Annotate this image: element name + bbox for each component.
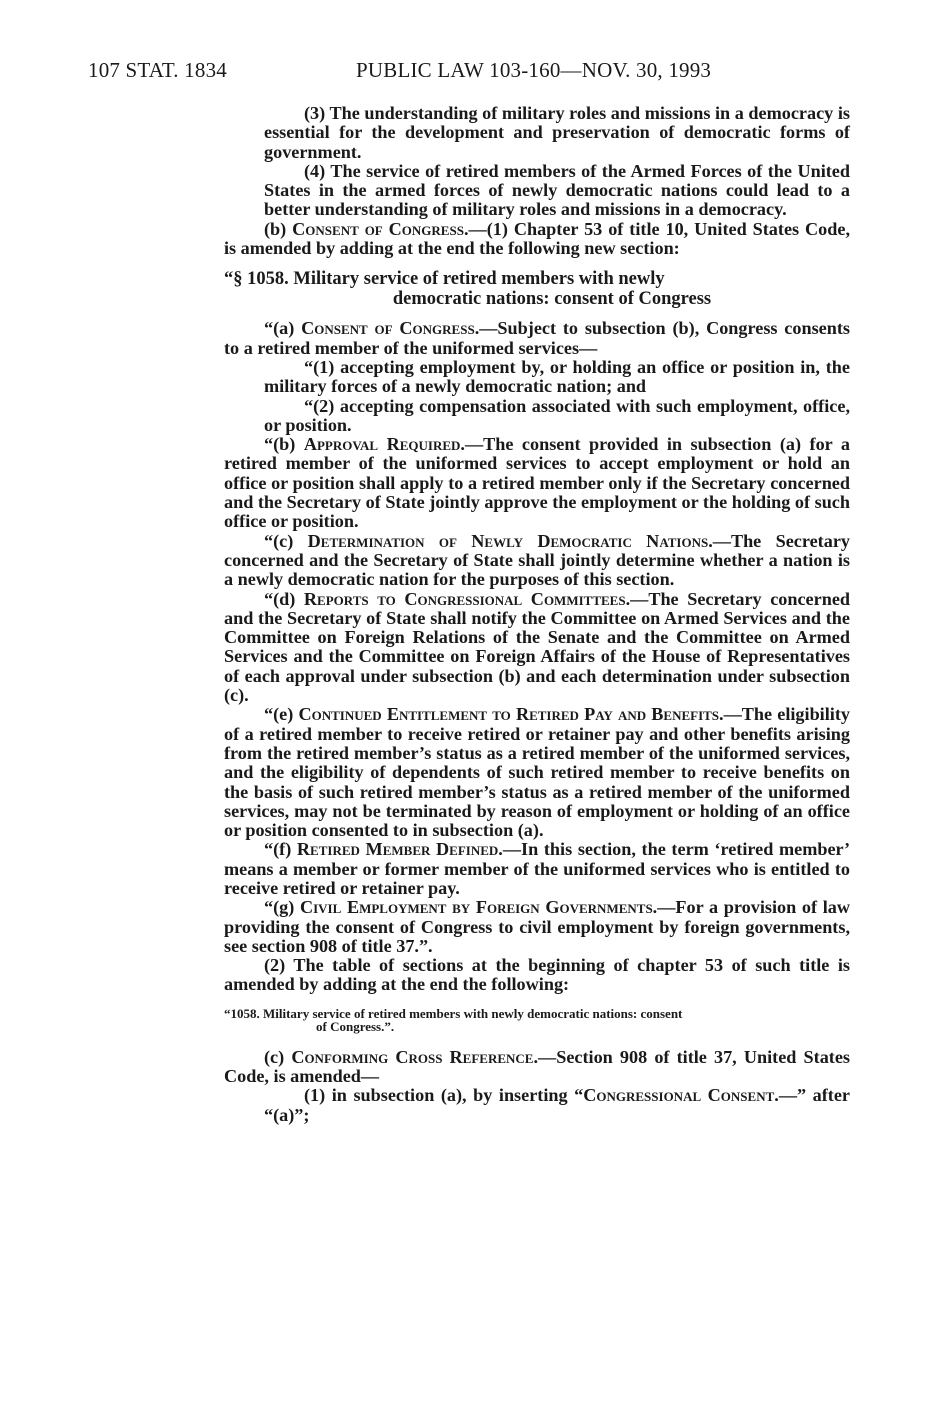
clause-a-1: “(1) accepting employment by, or holding an office or position in, the military forces of a newly democratic nation; and: [264, 356, 850, 397]
paragraph-table-amendment: (2) The table of sections at the beginning of chapter 53 of such title is amended by adding at the end the following:: [224, 955, 850, 995]
subsection-e: “(e) Continued Entitlement to Retired Pay and Benefits.—The eligibility of a retired member to receive retired or retainer pay and other benefits arising from the retired member’s status as a retired member of the uniformed services, and the eligibility of dependents of such retired member to receive benefits on the basis of such retired member’s status as a retired member of the uniformed services, may not be terminated by reason of employment or holding of an office or position consented to in subsection (a).: [224, 704, 850, 841]
subsection-heading: Reports to Congressional Committees: [303, 588, 626, 609]
subsection-heading: Retired Member Defined: [296, 839, 499, 860]
paragraph-4: (4) The service of retired members of the Armed Forces of the United States in the armed forces of newly democratic nations could lead to a better understanding of military roles and missions in a democracy.: [264, 160, 850, 220]
subsection-d: “(d) Reports to Congressional Committees.—The Secretary concerned and the Secretary of State shall notify the Committee on Armed Services and the Committee on Foreign Relations of the Senate and the Committee on Armed Services and the Committee on Foreign Affairs of the House of Representatives of each approval under subsection (b) and each determination under subsection (c).: [224, 588, 851, 706]
subsection-heading: Approval Required: [303, 434, 461, 455]
inserted-heading-text: Congressional Consent: [583, 1085, 775, 1106]
section-heading: “§ 1058. Military service of retired members with newly democratic nations: consent of Congress: [224, 269, 712, 309]
subsection-heading: Continued Entitlement to Retired Pay and Benefits: [298, 704, 720, 725]
clause-c-1: (1) in subsection (a), by inserting “Congressional Consent.—” after “(a)”;: [264, 1085, 851, 1125]
subsection-b: (b) Consent of Congress.—(1) Chapter 53 of title 10, United States Code, is amended by adding at the end the following new section:: [224, 218, 851, 259]
subsection-g: “(g) Civil Employment by Foreign Governments.—For a provision of law providing the consent of Congress to civil employment by foreign governments, see section 908 of title 37.”.: [224, 897, 850, 956]
subsection-a: “(a) Consent of Congress.—Subject to subsection (b), Congress consents to a retired member of the uniformed services—: [224, 318, 850, 358]
subsection-heading: Conforming Cross Reference: [291, 1046, 534, 1067]
document-body: [224, 104, 850, 1125]
stat-page-number: 107 STAT. 1834: [88, 58, 227, 82]
subsection-heading: Determination of Newly Democratic Nations: [307, 530, 709, 551]
table-of-sections-entry: “1058. Military service of retired members with newly democratic nations: consent of Congress.”.: [224, 1005, 683, 1035]
subsection-f: “(f) Retired Member Defined.—In this section, the term ‘retired member’ means a member or former member of the uniformed services who is entitled to receive retired or retainer pay.: [224, 839, 851, 898]
subsection-heading: Consent of Congress: [301, 318, 475, 339]
paragraph-3: (3) The understanding of military roles and missions in a democracy is essential for the development and preservation of democratic forms of government.: [264, 103, 850, 162]
subsection-heading: Civil Employment by Foreign Governments: [299, 897, 653, 918]
subsection-heading: Consent of Congress: [292, 218, 464, 239]
public-law-title: PUBLIC LAW 103-160—NOV. 30, 1993: [356, 58, 712, 82]
clause-a-2: “(2) accepting compensation associated with such employment, office, or position.: [264, 395, 850, 435]
subsection-c-conforming: (c) Conforming Cross Reference.—Section 908 of title 37, United States Code, is amended—: [224, 1046, 850, 1087]
subsection-b-approval: “(b) Approval Required.—The consent provided in subsection (a) for a retired member of the uniformed services to accept employment or hold an office or position shall apply to a retired member only if the Secretary concerned and the Secretary of State jointly approve the employment or the holding of such office or position.: [224, 434, 850, 532]
subsection-c: “(c) Determination of Newly Democratic Nations.—The Secretary concerned and the Secretary of State shall jointly determine whether a nation is a newly democratic nation for the purposes of this section.: [224, 530, 851, 590]
